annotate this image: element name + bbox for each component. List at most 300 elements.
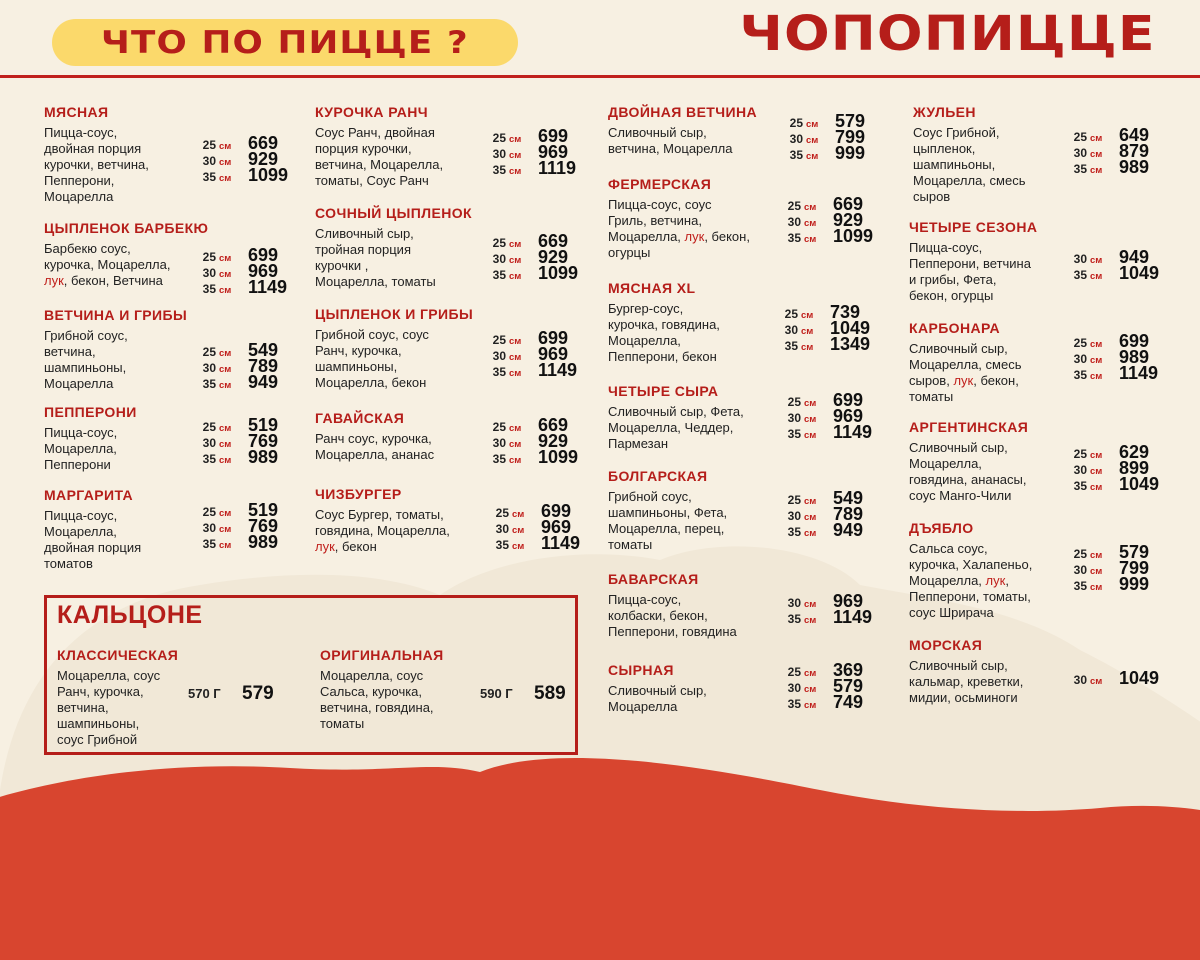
menu-item (315, 205, 472, 290)
description-line (315, 242, 472, 258)
price-list (196, 247, 287, 295)
description-line (315, 226, 472, 242)
price-value: 989 (248, 447, 279, 467)
size-unit: см (1090, 133, 1103, 144)
description-text: Барбекю соус, (44, 241, 131, 256)
size-value: 30 (202, 266, 216, 280)
price-value: 1099 (538, 447, 579, 467)
size-value: 25 (784, 307, 798, 321)
price-list (781, 490, 863, 538)
description-line (57, 716, 178, 732)
size-unit: см (801, 326, 814, 337)
description-text: колбаски, бекон, (608, 608, 708, 623)
description-line (608, 624, 737, 640)
price-list (196, 502, 278, 550)
size-unit: см (804, 398, 817, 409)
description-text: говядина, ананасы, (909, 472, 1027, 487)
size-unit: см (509, 439, 522, 450)
size-value: 35 (787, 525, 801, 539)
description-text: Моцарелла, Чеддер, (608, 420, 734, 435)
price-value: 749 (833, 692, 864, 712)
price-list (1067, 444, 1159, 492)
description-line (44, 540, 141, 556)
description-text: , бекон, (704, 229, 750, 244)
price-value: 579 (1119, 542, 1150, 562)
price-value: 1149 (248, 277, 288, 297)
description-line (44, 125, 149, 141)
item-description (608, 489, 727, 553)
description-line (909, 674, 1023, 690)
description-line (44, 173, 149, 189)
item-name: ЧИЗБУРГЕР (315, 486, 402, 502)
size-unit: см (512, 525, 525, 536)
size-unit: см (1090, 165, 1103, 176)
size-unit: см (219, 439, 232, 450)
size-unit: см (804, 700, 817, 711)
description-text: курочка, говядина, (608, 317, 720, 332)
calzone-item (320, 647, 444, 732)
description-text: говядина, Моцарелла, (315, 523, 450, 538)
price-value: 579 (833, 676, 864, 696)
description-text: Пепперони, томаты, (909, 589, 1031, 604)
price-value: 789 (833, 504, 864, 524)
description-text: Бургер-соус, (608, 301, 684, 316)
size-value: 30 (789, 132, 803, 146)
price-value: 699 (538, 328, 569, 348)
description-text: томаты (909, 389, 954, 404)
description-text: шампиньоны, Фета, (608, 505, 728, 520)
price-list (196, 342, 278, 390)
description-text: тройная порция (315, 242, 411, 257)
price-value: 879 (1119, 141, 1150, 161)
description-text: Сливочный сыр, Фета, (608, 404, 744, 419)
size-value: 30 (495, 522, 509, 536)
description-text: Ранч, курочка, (57, 684, 144, 699)
item-description (44, 425, 137, 473)
description-line (315, 343, 473, 359)
description-text: Соус Ранч, двойная (315, 125, 435, 140)
description-line (913, 173, 1025, 189)
menu-item (44, 404, 137, 473)
menu-item (909, 637, 1023, 706)
size-value: 35 (1073, 162, 1087, 176)
description-line (608, 436, 744, 452)
menu-item (909, 419, 1028, 504)
size-value: 35 (202, 452, 216, 466)
description-line (909, 605, 1032, 621)
menu-item (608, 383, 744, 452)
price-value: 1349 (830, 334, 871, 354)
item-name: ФЕРМЕРСКАЯ (608, 176, 712, 192)
description-text: ветчина, говядина, (320, 700, 434, 715)
description-line (608, 213, 750, 229)
size-unit: см (219, 455, 232, 466)
description-line (608, 699, 707, 715)
menu-item (44, 487, 141, 572)
price-value: 1149 (833, 422, 873, 442)
price-row (1067, 670, 1159, 686)
item-name: ГАВАЙСКАЯ (315, 410, 405, 426)
size-value: 25 (492, 131, 506, 145)
description-text: Моцарелла, томаты (315, 274, 436, 289)
menu-item (913, 104, 1025, 205)
header-bar (0, 0, 1200, 78)
size-value: 35 (492, 268, 506, 282)
description-line (44, 189, 149, 205)
description-text: Моцарелла, перец, (608, 521, 725, 536)
description-text: Моцарелла, (44, 441, 117, 456)
description-line (44, 457, 137, 473)
calzone-title: КАЛЬЦОНЕ (57, 601, 203, 629)
menu-item (44, 104, 149, 205)
size-unit: см (1090, 255, 1103, 266)
size-value: 30 (787, 215, 801, 229)
description-text: Моцарелла, соус (320, 668, 424, 683)
item-description (57, 668, 178, 748)
calzone-price: 579 (242, 683, 274, 704)
price-row (1067, 576, 1149, 592)
size-value: 25 (787, 395, 801, 409)
item-name: МАРГАРИТА (44, 487, 134, 503)
description-text: томаты, Соус Ранч (315, 173, 429, 188)
item-description (909, 440, 1028, 504)
description-line (913, 189, 1025, 205)
size-unit: см (804, 528, 817, 539)
size-value: 35 (1073, 479, 1087, 493)
description-line (315, 523, 450, 539)
price-value: 1149 (538, 360, 578, 380)
price-value: 629 (1119, 442, 1150, 462)
size-unit: см (1090, 466, 1103, 477)
price-list (1067, 544, 1149, 592)
description-line (44, 273, 208, 289)
size-unit: см (804, 234, 817, 245)
description-line (315, 274, 472, 290)
calzone-item (57, 647, 178, 748)
item-description (608, 301, 720, 365)
size-value: 30 (1073, 673, 1087, 687)
description-text: ветчина, (57, 700, 109, 715)
description-line (315, 539, 450, 555)
description-text: ветчина, Моцарелла (608, 141, 733, 156)
item-description (44, 508, 141, 572)
price-row (196, 167, 288, 183)
price-list (1067, 670, 1159, 686)
description-text: Гриль, ветчина, (608, 213, 702, 228)
item-name: ВЕТЧИНА И ГРИБЫ (44, 307, 188, 323)
description-text: Грибной соус, (44, 328, 128, 343)
price-list (781, 662, 863, 710)
item-description (909, 240, 1037, 304)
item-name: МЯСНАЯ XL (608, 280, 696, 296)
menu-item (909, 219, 1037, 304)
price-row (196, 279, 287, 295)
description-text: шампиньоны, (913, 157, 996, 172)
description-line (315, 173, 443, 189)
item-description (608, 197, 750, 261)
price-value: 989 (1119, 157, 1150, 177)
description-line (57, 684, 178, 700)
brand-logo: ЧОПОПИЦЦЕ (739, 6, 1156, 62)
size-value: 30 (202, 361, 216, 375)
size-unit: см (804, 496, 817, 507)
menu-item (315, 104, 443, 189)
menu-item (315, 410, 434, 463)
price-value: 549 (833, 488, 864, 508)
description-text: томаты (320, 716, 365, 731)
menu-item (909, 520, 1032, 621)
description-text: шампиньоны, (44, 360, 127, 375)
description-line (320, 700, 444, 716)
size-value: 25 (787, 665, 801, 679)
description-text: Сливочный сыр, (909, 658, 1008, 673)
size-value: 25 (492, 236, 506, 250)
menu-item (608, 662, 707, 715)
price-value: 999 (1119, 574, 1150, 594)
price-value: 799 (835, 127, 866, 147)
price-row (196, 374, 278, 390)
price-value: 969 (833, 406, 864, 426)
description-text: соус Манго-Чили (909, 488, 1012, 503)
size-unit: см (512, 509, 525, 520)
description-line (913, 125, 1025, 141)
description-line (44, 344, 187, 360)
item-description (320, 668, 444, 732)
description-line (608, 197, 750, 213)
item-description (44, 125, 149, 205)
size-value: 25 (1073, 130, 1087, 144)
description-text: Моцарелла, (44, 524, 117, 539)
description-line (909, 557, 1032, 573)
price-value: 669 (538, 415, 569, 435)
description-line (44, 441, 137, 457)
description-text: Пицца-соус, (909, 240, 983, 255)
size-unit: см (509, 239, 522, 250)
item-description (315, 507, 450, 555)
description-line (909, 589, 1032, 605)
item-description (44, 328, 187, 392)
description-text: Сальса, курочка, (320, 684, 423, 699)
description-line (44, 425, 137, 441)
size-unit: см (509, 134, 522, 145)
description-line (44, 524, 141, 540)
size-value: 30 (202, 154, 216, 168)
description-line (44, 360, 187, 376)
calzone-weight: 590 Г (480, 686, 513, 701)
size-unit: см (804, 430, 817, 441)
size-unit: см (1090, 271, 1103, 282)
description-line (608, 592, 737, 608)
price-list (1067, 333, 1158, 381)
size-value: 25 (787, 493, 801, 507)
size-unit: см (804, 218, 817, 229)
price-row (781, 694, 863, 710)
size-unit: см (804, 615, 817, 626)
item-name: ЧЕТЫРЕ СЕЗОНА (909, 219, 1038, 235)
size-value: 25 (202, 250, 216, 264)
description-line (913, 157, 1025, 173)
item-name: АРГЕНТИНСКАЯ (909, 419, 1029, 435)
description-text: , (1005, 573, 1009, 588)
description-text: цыпленок, (913, 141, 976, 156)
price-value: 989 (248, 532, 279, 552)
menu-item (608, 468, 727, 553)
size-unit: см (509, 455, 522, 466)
description-text: Моцарелла, ананас (315, 447, 435, 462)
menu-item (44, 307, 187, 392)
size-value: 35 (495, 538, 509, 552)
menu-item (44, 220, 208, 289)
price-row (778, 336, 870, 352)
description-text: , бекон, Ветчина (63, 273, 163, 288)
description-line (909, 341, 1021, 357)
price-row (489, 535, 580, 551)
menu-item (315, 486, 450, 555)
price-value: 969 (833, 591, 864, 611)
price-list (486, 233, 578, 281)
size-unit: см (509, 271, 522, 282)
description-line (909, 240, 1037, 256)
price-value: 669 (538, 231, 569, 251)
item-name: ЖУЛЬЕН (913, 104, 976, 120)
size-unit: см (806, 135, 819, 146)
item-name: ЦЫПЛЕНОК И ГРИБЫ (315, 306, 474, 322)
description-text: Пепперони, говядина (608, 624, 737, 639)
item-description (608, 404, 744, 452)
size-unit: см (219, 285, 232, 296)
size-unit: см (219, 141, 232, 152)
size-value: 30 (492, 147, 506, 161)
description-text: Пицца-соус, (44, 508, 118, 523)
description-line (913, 141, 1025, 157)
description-text: Сливочный сыр, (909, 440, 1008, 455)
size-value: 35 (1073, 268, 1087, 282)
menu-item (315, 306, 473, 391)
description-line (608, 683, 707, 699)
size-unit: см (219, 173, 232, 184)
description-text: Пицца-соус, (44, 125, 118, 140)
description-line (315, 141, 443, 157)
price-value: 1049 (830, 318, 871, 338)
price-value: 929 (833, 210, 864, 230)
item-name: СЫРНАЯ (608, 662, 674, 678)
price-row (1067, 265, 1159, 281)
menu-item (608, 176, 750, 261)
item-description (913, 125, 1025, 205)
size-value: 35 (1073, 368, 1087, 382)
item-description (315, 327, 473, 391)
description-text: и грибы, Фета, (909, 272, 997, 287)
item-description (44, 241, 208, 289)
item-name: ПЕППЕРОНИ (44, 404, 137, 420)
description-text: Пепперони, (44, 173, 115, 188)
description-line (57, 700, 178, 716)
price-row (781, 609, 872, 625)
price-row (486, 160, 576, 176)
size-unit: см (219, 423, 232, 434)
price-value: 699 (833, 390, 864, 410)
size-value: 30 (492, 436, 506, 450)
price-row (486, 449, 578, 465)
description-text: двойная порция (44, 141, 142, 156)
size-unit: см (219, 508, 232, 519)
highlight-word: лук (315, 539, 335, 554)
price-list (781, 196, 873, 244)
size-unit: см (509, 150, 522, 161)
description-text: шампиньоны, (315, 359, 398, 374)
description-text: Пицца-соус, (608, 592, 682, 607)
description-text: томатов (44, 556, 93, 571)
description-text: курочки, ветчина, (44, 157, 149, 172)
item-name: КЛАССИЧЕСКАЯ (57, 647, 179, 663)
price-value: 369 (833, 660, 864, 680)
price-value: 699 (1119, 331, 1150, 351)
description-text: Ранч, курочка, (315, 343, 402, 358)
description-line (44, 257, 208, 273)
price-value: 899 (1119, 458, 1150, 478)
size-unit: см (509, 352, 522, 363)
description-text: Моцарелла, смесь (909, 357, 1022, 372)
price-list (781, 593, 872, 625)
price-value: 1149 (833, 607, 873, 627)
size-value: 35 (202, 282, 216, 296)
description-line (57, 668, 178, 684)
size-value: 30 (1073, 563, 1087, 577)
description-text: Моцарелла, (608, 229, 685, 244)
price-list (486, 128, 576, 176)
item-description (909, 658, 1023, 706)
price-list (1067, 249, 1159, 281)
item-description (909, 341, 1021, 405)
description-text: бекон, огурцы (909, 288, 994, 303)
description-text: курочки , (315, 258, 369, 273)
description-line (608, 125, 757, 141)
description-line (608, 317, 720, 333)
description-text: Соус Бургер, томаты, (315, 507, 444, 522)
size-unit: см (219, 364, 232, 375)
price-value: 969 (248, 261, 279, 281)
calzone-price: 589 (534, 683, 566, 704)
size-value: 25 (202, 345, 216, 359)
highlight-word: лук (953, 373, 974, 388)
description-line (57, 732, 178, 748)
price-row (1067, 365, 1158, 381)
description-line (909, 373, 1021, 389)
description-line (909, 389, 1021, 405)
size-unit: см (1090, 450, 1103, 461)
size-unit: см (219, 348, 232, 359)
size-value: 30 (1073, 252, 1087, 266)
description-text: Сливочный сыр, (608, 683, 707, 698)
price-value: 1099 (248, 165, 289, 185)
description-line (909, 256, 1037, 272)
size-value: 30 (202, 521, 216, 535)
description-line (909, 288, 1037, 304)
description-line (608, 420, 744, 436)
size-value: 35 (492, 452, 506, 466)
description-text: Пицца-соус, (44, 425, 118, 440)
description-line (608, 505, 727, 521)
description-text: Грибной соус, (608, 489, 692, 504)
description-text: Сливочный сыр, (315, 226, 414, 241)
size-value: 30 (787, 596, 801, 610)
size-unit: см (219, 269, 232, 280)
size-unit: см (804, 668, 817, 679)
description-text: Моцарелла, соус (57, 668, 161, 683)
description-text: порция курочки, (315, 141, 412, 156)
size-value: 30 (787, 509, 801, 523)
description-text: , бекон (334, 539, 377, 554)
